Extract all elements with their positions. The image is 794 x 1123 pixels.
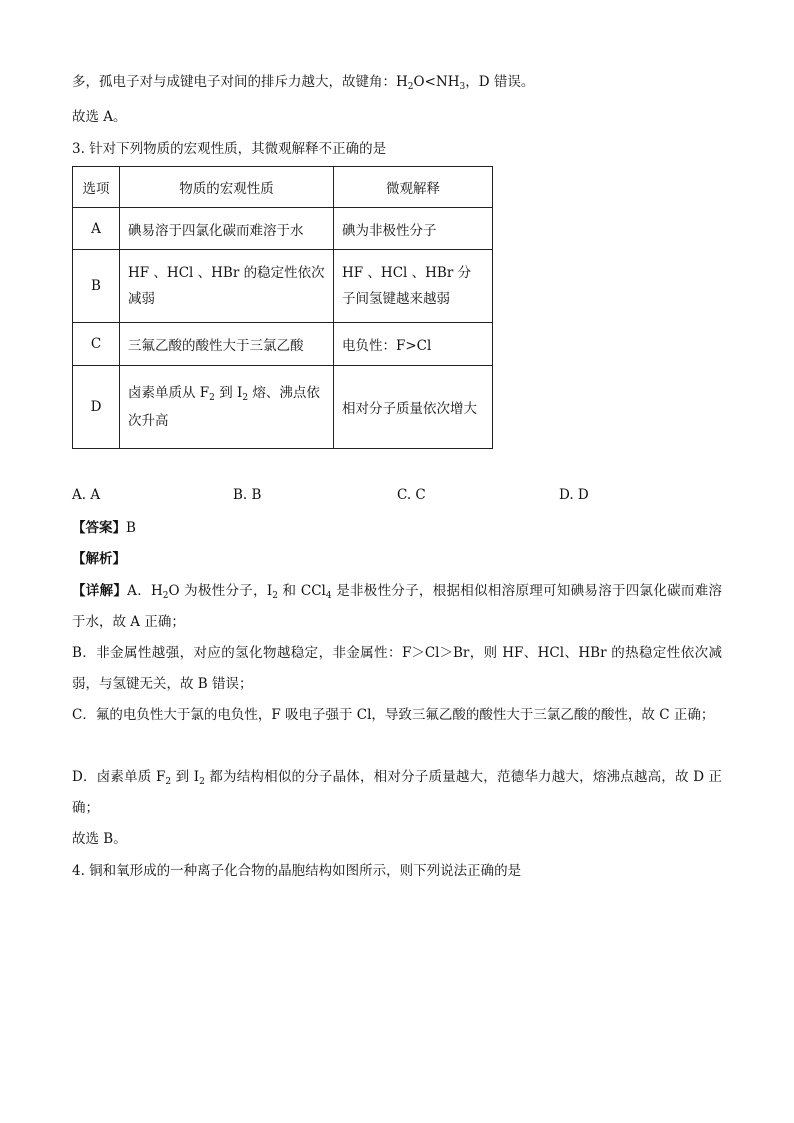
question-4-stem: 4. 铜和氧形成的一种离子化合物的晶胞结构如图所示，则下列说法正确的是 xyxy=(72,863,522,879)
row-option: A xyxy=(73,208,120,250)
table-row xyxy=(73,323,493,366)
row-macro: 卤素单质从 $F_2$ 到 $I_2$ 熔、沸点依次升高 xyxy=(120,366,334,449)
detail-label: 【详解】 xyxy=(72,583,128,599)
row-option: C xyxy=(73,323,120,366)
row-micro: 相对分子质量依次增大 xyxy=(334,366,493,449)
row-macro: HF 、HCl 、HBr 的稳定性依次减弱 xyxy=(120,250,334,323)
answer-value: B xyxy=(126,520,136,536)
table-header-row xyxy=(73,167,493,208)
header-option: 选项 xyxy=(73,167,120,208)
detail-b: B．非金属性越强，对应的氢化物越稳定，非金属性：F＞Cl＞Br，则 HF、HCl、HBr 的热稳定性依次减弱，与氢键无关，故 B 错误； xyxy=(72,645,722,692)
question-3-table xyxy=(72,166,493,449)
question-3-stem: 3. 针对下列物质的宏观性质，其微观解释不正确的是 xyxy=(72,141,387,157)
row-option: D xyxy=(73,366,120,449)
choice-c: C. C xyxy=(397,487,426,503)
row-micro: HF 、HCl 、HBr 分子间氢键越来越弱 xyxy=(334,250,493,323)
table-row xyxy=(73,366,493,449)
previous-conclusion: 故选 A。 xyxy=(72,109,127,125)
choice-a: A. A xyxy=(72,487,101,503)
detail-c: C．氟的电负性大于氯的电负性，F 吸电子强于 Cl，导致三氟乙酸的酸性大于三氯乙酸的酸性，故 C 正确； xyxy=(72,707,715,723)
analysis-label: 【解析】 xyxy=(72,551,126,567)
row-option: B xyxy=(73,250,120,323)
row-micro: 碘为非极性分子 xyxy=(334,208,493,250)
answer-line xyxy=(72,518,136,538)
choice-d: D. D xyxy=(559,487,589,503)
table-row xyxy=(73,250,493,323)
question-3-conclusion: 故选 B。 xyxy=(72,831,127,847)
table-row xyxy=(73,208,493,250)
answer-label: 【答案】 xyxy=(72,520,126,536)
row-micro: 电负性：F>Cl xyxy=(334,323,493,366)
header-micro: 微观解释 xyxy=(334,167,493,208)
previous-explanation-tail: 多，孤电子对与成键电子对间的排斥力越大，故键角：$H_2O<NH_3$，D 错误。 xyxy=(72,74,535,92)
detail-a: 【详解】A．$H_2O$ 为极性分子，$I_2$ 和 CCl$_4$ 是非极性分子，根据相似相溶原理可知碘易溶于四氯化碳而难溶于水，故 A 正确； xyxy=(72,583,722,630)
detail-d: D．卤素单质 $F_2$ 到 $I_2$ 都为结构相似的分子晶体，相对分子质量越大，范德华力越大，熔沸点越高，故 D 正确； xyxy=(72,769,722,816)
row-macro: 三氟乙酸的酸性大于三氯乙酸 xyxy=(120,323,334,366)
header-macro: 物质的宏观性质 xyxy=(120,167,334,208)
row-macro: 碘易溶于四氯化碳而难溶于水 xyxy=(120,208,334,250)
choice-b: B. B xyxy=(233,487,262,503)
